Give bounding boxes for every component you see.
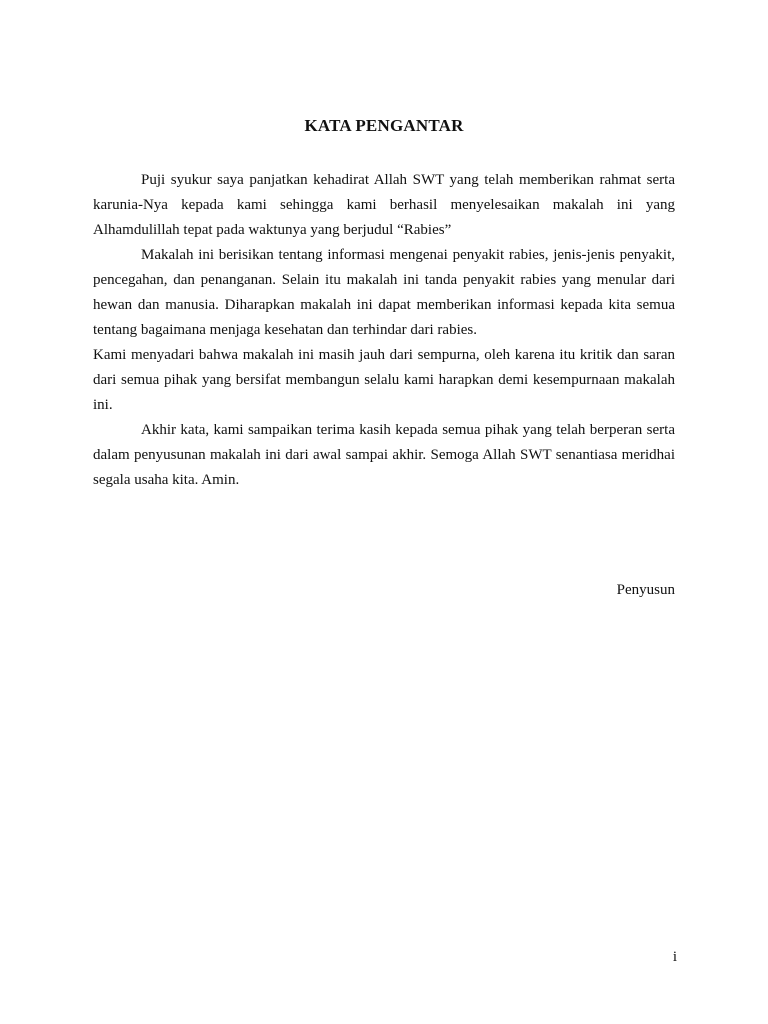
- document-body: [93, 168, 675, 493]
- page-title: KATA PENGANTAR: [304, 116, 464, 135]
- paragraph-content: Makalah ini berisikan tentang informasi mengenai penyakit rabies, jenis-jenis penyakit, pencegahan, dan penanganan. Selain itu makalah ini tanda penyakit rabies yang menular dari hewan dan manusia. Diharapkan makalah ini dapat memberikan informasi kepada kita semua tentang bagaimana menjaga kesehatan dan terhindar dari rabies.: [93, 247, 675, 338]
- paragraph-opening: Puji syukur saya panjatkan kehadirat Allah SWT yang telah memberikan rahmat serta karunia-Nya kepada kami sehingga kami berhasil menyelesaikan makalah ini yang Alhamdulillah tepat pada waktunya yang berjudul “Rabies”: [93, 172, 675, 238]
- paragraph-closing: Akhir kata, kami sampaikan terima kasih kepada semua pihak yang telah berperan serta dalam penyusunan makalah ini dari awal sampai akhir. Semoga Allah SWT senantiasa meridhai segala usaha kita. Amin.: [93, 422, 675, 488]
- page-number: i: [672, 949, 677, 965]
- signature-label: Penyusun: [616, 582, 675, 598]
- paragraph-acknowledgement: Kami menyadari bahwa makalah ini masih jauh dari sempurna, oleh karena itu kritik dan saran dari semua pihak yang bersifat membangun selalu kami harapkan demi kesempurnaan makalah ini.: [93, 347, 675, 413]
